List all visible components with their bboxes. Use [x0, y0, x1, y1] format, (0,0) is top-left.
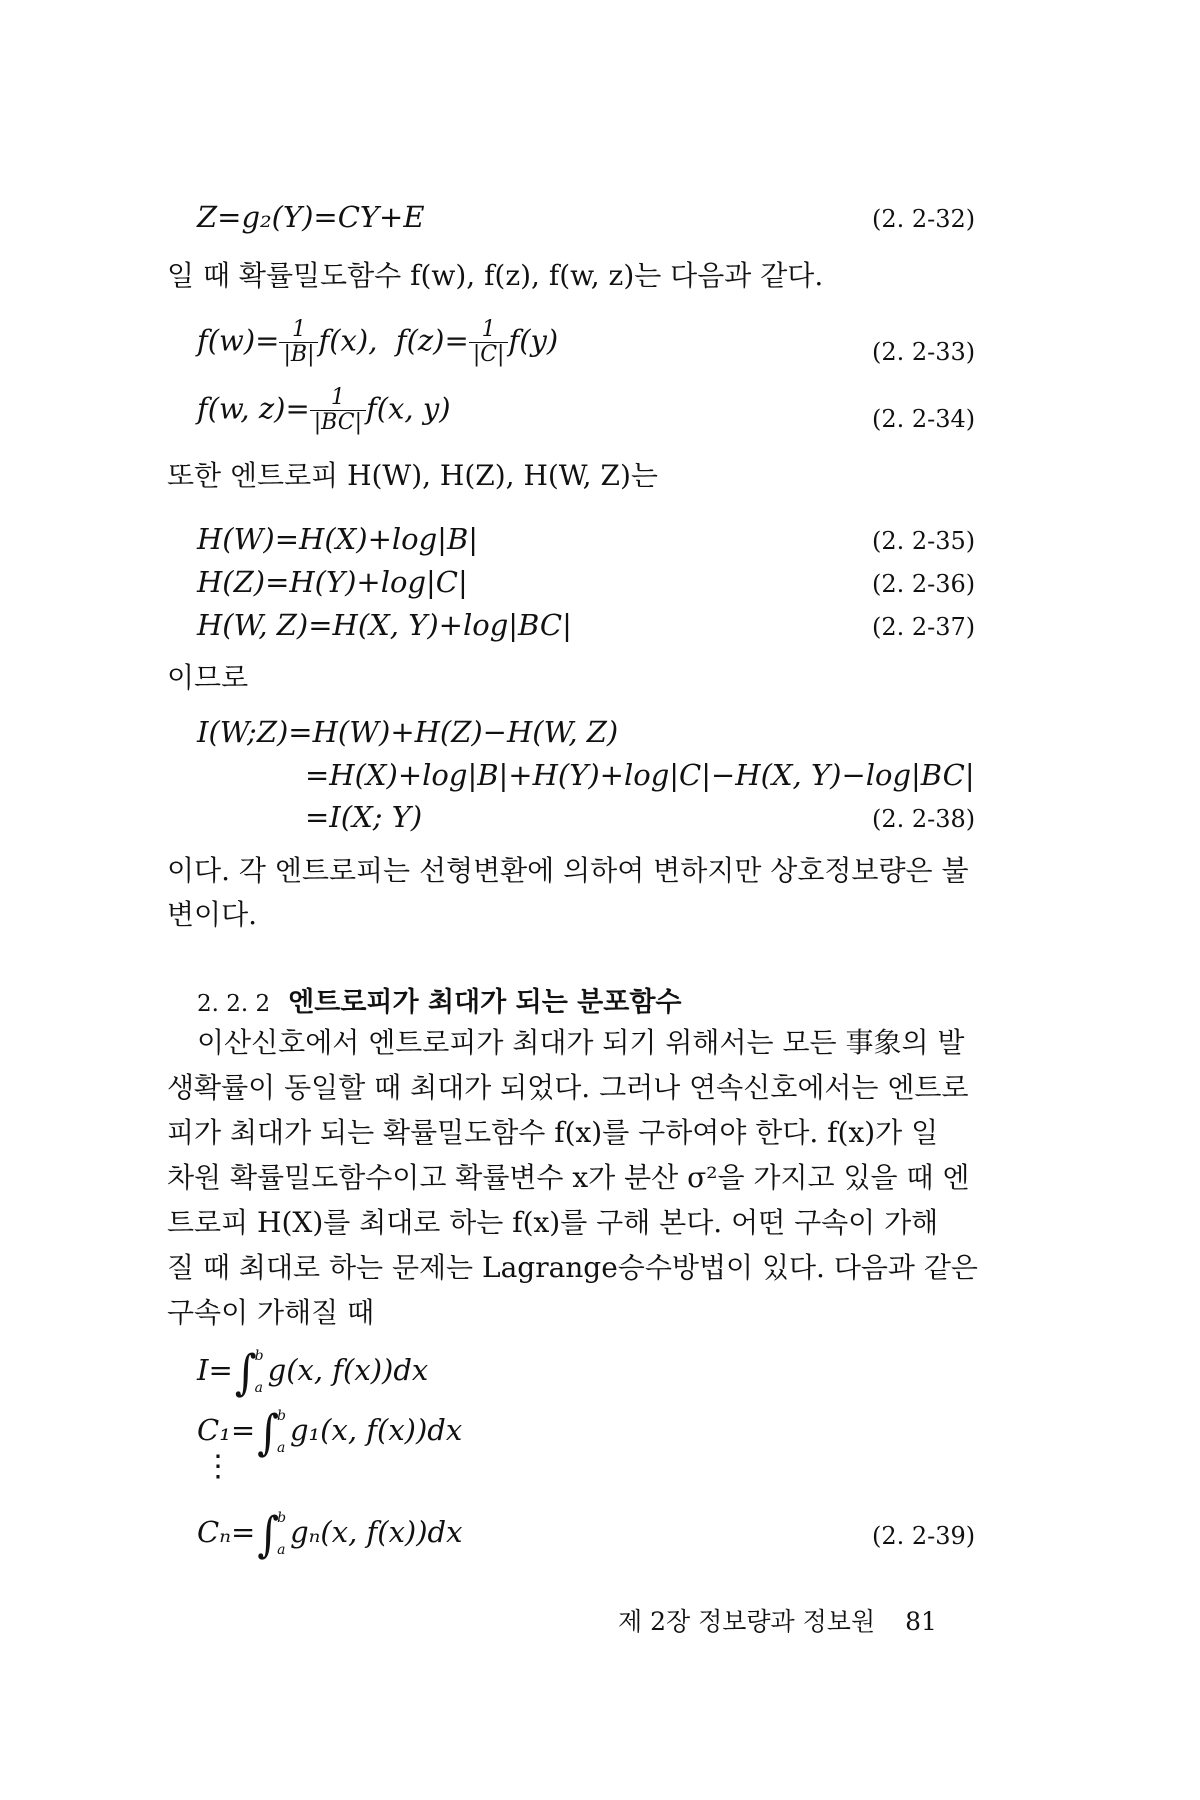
- paragraph-text: 이므로: [167, 661, 249, 694]
- paragraph-text: 피가 최대가 되는 확률밀도함수 f(x)를 구하여야 한다. f(x)가 일: [167, 1116, 939, 1149]
- equation-number: (2. 2-35): [872, 527, 976, 555]
- equation-2-2-38-line2: =H(X)+log|B|+H(Y)+log|C|−H(X, Y)−log|BC|: [305, 758, 975, 792]
- equation-2-2-33: [197, 318, 558, 367]
- page-footer: [618, 1602, 937, 1638]
- paragraph-text: 트로피 H(X)를 최대로 하는 f(x)를 구해 본다. 어떤 구속이 가해: [167, 1206, 939, 1239]
- integral-sign-icon: ∫: [257, 1403, 280, 1461]
- equation-2-2-36: H(Z)=H(Y)+log|C|: [197, 565, 468, 599]
- equation-term: g(x, f(x))dx: [267, 1353, 429, 1387]
- lower-limit: a: [277, 1542, 286, 1558]
- integral-equation-c1: [197, 1400, 462, 1464]
- fraction-denominator: |B|: [279, 342, 318, 367]
- fraction-numerator: 1: [291, 317, 306, 342]
- lower-limit: a: [277, 1440, 286, 1456]
- equation-2-2-32: Z=g₂(Y)=CY+E: [197, 200, 425, 234]
- equation-term: gₙ(x, f(x))dx: [290, 1515, 463, 1549]
- upper-limit: b: [277, 1510, 287, 1526]
- equation-number: (2. 2-36): [872, 570, 976, 598]
- fraction: [310, 386, 366, 435]
- equation-number: (2. 2-39): [872, 1522, 976, 1550]
- equation-term: f(x),: [318, 323, 378, 358]
- paragraph-text: 변이다.: [167, 898, 258, 931]
- integral-sign-icon: ∫: [234, 1343, 257, 1401]
- fraction: [469, 318, 509, 367]
- upper-limit: b: [277, 1408, 286, 1424]
- equation-term: f(z)=: [395, 323, 469, 358]
- section-number: 2. 2. 2: [197, 991, 271, 1017]
- paragraph-text: 이다. 각 엔트로피는 선형변환에 의하여 변하지만 상호정보량은 불: [167, 854, 969, 887]
- equation-term: C₁=: [197, 1413, 256, 1447]
- equation-term: f(x, y): [366, 391, 451, 426]
- fraction-denominator: |BC|: [310, 410, 366, 435]
- equation-number: (2. 2-32): [872, 205, 976, 233]
- equation-2-2-34: [197, 386, 451, 435]
- fraction-denominator: |C|: [469, 342, 509, 367]
- equation-2-2-37: H(W, Z)=H(X, Y)+log|BC|: [197, 608, 572, 642]
- equation-term: f(y): [508, 323, 559, 358]
- vertical-ellipsis: ⋮: [203, 1449, 233, 1484]
- paragraph-text: 이산신호에서 엔트로피가 최대가 되기 위해서는 모든 事象의 발: [197, 1026, 965, 1059]
- equation-2-2-35: H(W)=H(X)+log|B|: [197, 522, 479, 556]
- paragraph-text: 생확률이 동일할 때 최대가 되었다. 그러나 연속신호에서는 엔트로: [167, 1071, 969, 1104]
- equation-term: Cₙ=: [197, 1515, 256, 1549]
- integral-equation-cn: [197, 1502, 462, 1566]
- paragraph-text: 또한 엔트로피 H(W), H(Z), H(W, Z)는: [167, 459, 658, 492]
- fraction-numerator: 1: [330, 385, 345, 410]
- equation-2-2-38-line1: I(W;Z)=H(W)+H(Z)−H(W, Z): [197, 715, 619, 749]
- section-title: 엔트로피가 최대가 되는 분포함수: [288, 987, 682, 1018]
- lower-limit: a: [254, 1380, 264, 1396]
- paragraph-text: 질 때 최대로 하는 문제는 Lagrange승수방법이 있다. 다음과 같은: [167, 1251, 978, 1284]
- section-heading: [197, 980, 682, 1019]
- paragraph-text: 구속이 가해질 때: [167, 1296, 375, 1329]
- equation-number: (2. 2-38): [872, 805, 976, 833]
- equation-term: f(w)=: [197, 323, 280, 358]
- integral-equation-i: [197, 1340, 428, 1404]
- integral-sign-icon: ∫: [257, 1505, 280, 1563]
- page-number: 81: [905, 1607, 937, 1636]
- upper-limit: b: [254, 1348, 264, 1364]
- equation-number: (2. 2-33): [872, 338, 976, 366]
- chapter-title: 제 2장 정보량과 정보원: [618, 1607, 876, 1636]
- equation-2-2-38-line3: =I(X; Y): [305, 800, 423, 834]
- equation-term: f(w, z)=: [197, 391, 310, 426]
- fraction: [279, 318, 318, 367]
- fraction-numerator: 1: [481, 317, 496, 342]
- paragraph-text: 일 때 확률밀도함수 f(w), f(z), f(w, z)는 다음과 같다.: [167, 259, 824, 292]
- equation-number: (2. 2-34): [872, 405, 976, 433]
- equation-term: g₁(x, f(x))dx: [289, 1413, 463, 1447]
- equation-number: (2. 2-37): [872, 613, 976, 641]
- equation-term: I=: [197, 1353, 233, 1387]
- paragraph-text: 차원 확률밀도함수이고 확률변수 x가 분산 σ²을 가지고 있을 때 엔: [167, 1161, 970, 1194]
